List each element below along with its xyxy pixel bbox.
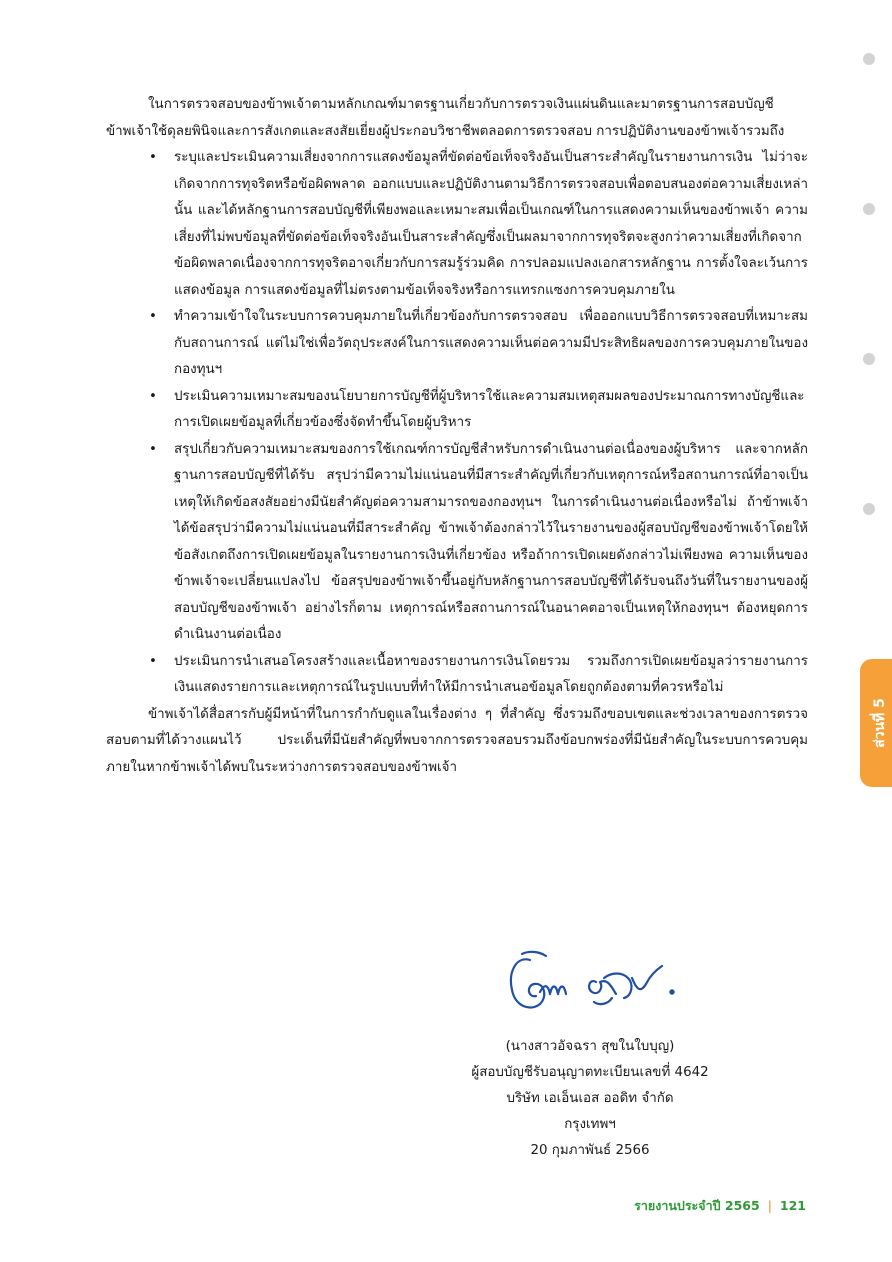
signer-name: (นางสาวอัจฉรา สุขในใบบุญ) xyxy=(505,1039,675,1054)
list-item xyxy=(106,384,808,437)
section-tab[interactable] xyxy=(860,659,892,787)
section-tab-label: ส่วนที่ 5 xyxy=(872,698,888,748)
list-item-text: ประเมินการนำเสนอโครงสร้างและเนื้อหาของรายงานการเงินโดยรวม รวมถึงการเปิดเผยข้อมูลว่ารายงานการเงินแสดงรายการและเหตุการณ์ในรูปแบบที่ทำให้มีการนำเสนอข้อมูลโดยถูกต้องตามที่ควรหรือไม่ xyxy=(174,653,808,695)
footer-report-title: รายงานประจำปี 2565 xyxy=(634,1198,760,1213)
bullet-icon: • xyxy=(149,653,157,669)
signer-city: กรุงเทพฯ xyxy=(564,1117,616,1132)
list-item-text: สรุปเกี่ยวกับความเหมาะสมของการใช้เกณฑ์การบัญชีสำหรับการดำเนินงานต่อเนื่องของผู้บริหาร และจากหลักฐานการสอบบัญชีที่ได้รับ สรุปว่ามีความไม่แน่นอนที่มีสาระสำคัญที่เกี่ยวกับเหตุการณ์หรือสถานการณ์ที่อาจเป็นเหตุให้เกิดข้อสงสัยอย่างมีนัยสำคัญต่อความสามารถของกองทุนฯ ในการดำเนินงานต่อเนื่องหรือไม่ ถ้าข้าพเจ้าได้ข้อสรุปว่ามีความไม่แน่นอนที่มีสาระสำคัญ ข้าพเจ้าต้องกล่าวไว้ในรายงานของผู้สอบบัญชีของข้าพเจ้าโดยให้ข้อสังเกตถึงการเปิดเผยข้อมูลในรายงานการเงินที่เกี่ยวข้อง หรือถ้าการเปิดเผยดังกล่าวไม่เพียงพอ ความเห็นของข้าพเจ้าจะเปลี่ยนแปลงไป ข้อสรุปของข้าพเจ้าขึ้นอยู่กับหลักฐานการสอบบัญชีที่ได้รับจนถึงวันที่ในรายงานของผู้สอบบัญชีของข้าพเจ้า อย่างไรก็ตาม เหตุการณ์หรือสถานการณ์ในอนาคตอาจเป็นเหตุให้กองทุนฯ ต้องหยุดการดำเนินงานต่อเนื่อง xyxy=(174,441,808,642)
decor-dot xyxy=(863,353,875,365)
list-item xyxy=(106,649,808,702)
signature-block xyxy=(440,1034,740,1164)
signer-license: ผู้สอบบัญชีรับอนุญาตทะเบียนเลขที่ 4642 xyxy=(471,1065,709,1080)
list-item-text: ประเมินความเหมาะสมของนโยบายการบัญชีที่ผู้บริหารใช้และความสมเหตุสมผลของประมาณการทางบัญชีและการเปิดเผยข้อมูลที่เกี่ยวข้องซึ่งจัดทำขึ้นโดยผู้บริหาร xyxy=(174,388,805,430)
list-item xyxy=(106,437,808,649)
closing-paragraph: ข้าพเจ้าได้สื่อสารกับผู้มีหน้าที่ในการกำกับดูแลในเรื่องต่าง ๆ ที่สำคัญ ซึ่งรวมถึงขอบเขตและช่วงเวลาของการตรวจสอบตามที่ได้วางแผนไว้ ประเด็นที่มีนัยสำคัญที่พบจากการตรวจสอบรวมถึงข้อบกพร่องที่มีนัยสำคัญในระบบการควบคุมภายในหากข้าพเจ้าได้พบในระหว่างการตรวจสอบของข้าพเจ้า xyxy=(106,706,808,775)
signer-date: 20 กุมภาพันธ์ 2566 xyxy=(530,1143,650,1158)
list-item xyxy=(106,145,808,304)
bullet-icon: • xyxy=(149,150,157,165)
bullet-icon: • xyxy=(149,309,157,324)
decor-dot xyxy=(863,53,875,65)
signature-image xyxy=(500,948,690,1028)
bullet-icon: • xyxy=(149,388,157,404)
list-item-text: ระบุและประเมินความเสี่ยงจากการแสดงข้อมูลที่ขัดต่อข้อเท็จจริงอันเป็นสาระสำคัญในรายงานการเงิน ไม่ว่าจะเกิดจากการทุจริตหรือข้อผิดพลาด ออกแบบและปฏิบัติงานตามวิธีการตรวจสอบเพื่อตอบสนองต่อความเสี่ยงเหล่านั้น และได้หลักฐานการสอบบัญชีที่เพียงพอและเหมาะสมเพื่อเป็นเกณฑ์ในการแสดงความเห็นของข้าพเจ้า ความเสี่ยงที่ไม่พบข้อมูลที่ขัดต่อข้อเท็จจริงอันเป็นสาระสำคัญซึ่งเป็นผลมาจากการทุจริตจะสูงกว่าความเสี่ยงที่เกิดจากข้อผิดพลาดเนื่องจากการทุจริตอาจเกี่ยวกับการสมรู้ร่วมคิด การปลอมแปลงเอกสารหลักฐาน การตั้งใจละเว้นการแสดงข้อมูล การแสดงข้อมูลที่ไม่ตรงตามข้อเท็จจริงหรือการแทรกแซงการควบคุมภายใน xyxy=(174,150,808,298)
decor-dot xyxy=(863,203,875,215)
report-body xyxy=(106,92,808,781)
page-number: 121 xyxy=(779,1198,806,1213)
footer-separator: | xyxy=(767,1198,772,1213)
signer-company: บริษัท เอเอ็นเอส ออดิท จำกัด xyxy=(506,1091,674,1106)
decor-dot xyxy=(863,503,875,515)
list-item xyxy=(106,304,808,384)
list-item-text: ทำความเข้าใจในระบบการควบคุมภายในที่เกี่ยวข้องกับการตรวจสอบ เพื่อออกแบบวิธีการตรวจสอบที่เหมาะสมกับสถานการณ์ แต่ไม่ใช่เพื่อวัตถุประสงค์ในการแสดงความเห็นต่อความมีประสิทธิผลของการควบคุมภายในของกองทุนฯ xyxy=(174,309,808,377)
intro-paragraph: ในการตรวจสอบของข้าพเจ้าตามหลักเกณฑ์มาตรฐานเกี่ยวกับการตรวจเงินแผ่นดินและมาตรฐานการสอบบัญชี ข้าพเจ้าใช้ดุลยพินิจและการสังเกตและสงสัยเยี่ยงผู้ประกอบวิชาชีพตลอดการตรวจสอบ การปฏิบัติงานของข้าพเจ้ารวมถึง xyxy=(106,97,785,139)
bullet-icon: • xyxy=(149,441,157,457)
page-footer xyxy=(634,1196,806,1216)
procedure-list xyxy=(106,145,808,702)
